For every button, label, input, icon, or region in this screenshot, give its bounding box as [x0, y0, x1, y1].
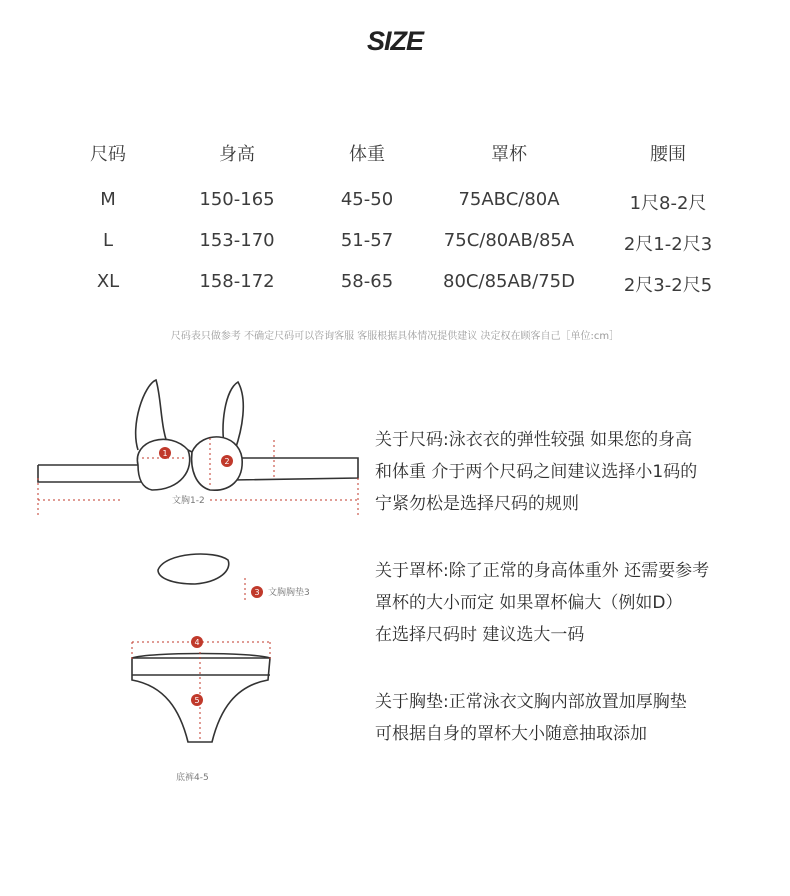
- svg-text:4: 4: [194, 638, 200, 647]
- table-cell: 1尺8-2尺: [629, 193, 707, 214]
- header-waist: 腰围: [650, 144, 686, 165]
- table-cell: 153-170: [199, 230, 275, 251]
- page-title: SIZE: [366, 26, 423, 56]
- table-cell: XL: [96, 271, 120, 292]
- size-note: 尺码表只做参考 不确定尺码可以咨询客服 客服根据具体情况提供建议 决定权在顾客自己［单位:cm］: [170, 331, 620, 342]
- marker-4: [191, 636, 203, 648]
- paragraph-line: 罩杯的大小而定 如果罩杯偏大（例如D）: [375, 593, 683, 613]
- table-cell: 150-165: [199, 189, 275, 210]
- table-cell: 2尺1-2尺3: [623, 234, 713, 255]
- bra-diagram: [38, 380, 358, 490]
- paragraph-line: 可根据自身的罩杯大小随意抽取添加: [375, 724, 647, 744]
- pad-diagram: [158, 554, 245, 602]
- svg-text:3: 3: [254, 588, 260, 597]
- table-cell: 80C/85AB/75D: [443, 271, 575, 292]
- marker-2: [221, 455, 233, 467]
- measurement-illustration: [20, 370, 365, 790]
- paragraph-line: 在选择尺码时 建议选大一码: [375, 625, 585, 645]
- table-cell: M: [100, 189, 116, 210]
- size-advice: [375, 424, 697, 520]
- svg-text:5: 5: [194, 696, 200, 705]
- table-cell: L: [102, 230, 114, 251]
- header-size: 尺码: [90, 144, 126, 165]
- size-table: [0, 0, 790, 320]
- cup-advice: [375, 555, 709, 651]
- header-cup: 罩杯: [491, 144, 527, 165]
- pad-advice: [375, 686, 687, 750]
- svg-text:1: 1: [162, 449, 168, 458]
- table-cell: 75ABC/80A: [458, 189, 560, 210]
- paragraph-line: 关于尺码:泳衣衣的弹性较强 如果您的身高: [375, 430, 693, 450]
- table-cell: 75C/80AB/85A: [443, 230, 575, 251]
- bra-label: 文胸1-2: [172, 496, 205, 506]
- paragraph-line: 宁紧勿松是选择尺码的规则: [375, 494, 579, 514]
- header-height: 身高: [219, 144, 255, 165]
- marker-3: [251, 586, 263, 598]
- pad-label: 文胸胸垫3: [268, 588, 310, 598]
- table-cell: 158-172: [199, 271, 275, 292]
- paragraph-line: 关于胸垫:正常泳衣文胸内部放置加厚胸垫: [375, 692, 687, 712]
- paragraph-line: 和体重 介于两个尺码之间建议选择小1码的: [375, 462, 698, 482]
- table-cell: 51-57: [340, 230, 394, 251]
- table-cell: 2尺3-2尺5: [623, 275, 713, 296]
- header-weight: 体重: [349, 144, 385, 165]
- table-cell: 58-65: [340, 271, 394, 292]
- paragraph-line: 关于罩杯:除了正常的身高体重外 还需要参考: [375, 561, 710, 581]
- brief-label: 底裤4-5: [176, 773, 209, 783]
- marker-5: [191, 694, 203, 706]
- svg-text:2: 2: [224, 457, 230, 466]
- marker-1: [159, 447, 171, 459]
- table-cell: 45-50: [340, 189, 394, 210]
